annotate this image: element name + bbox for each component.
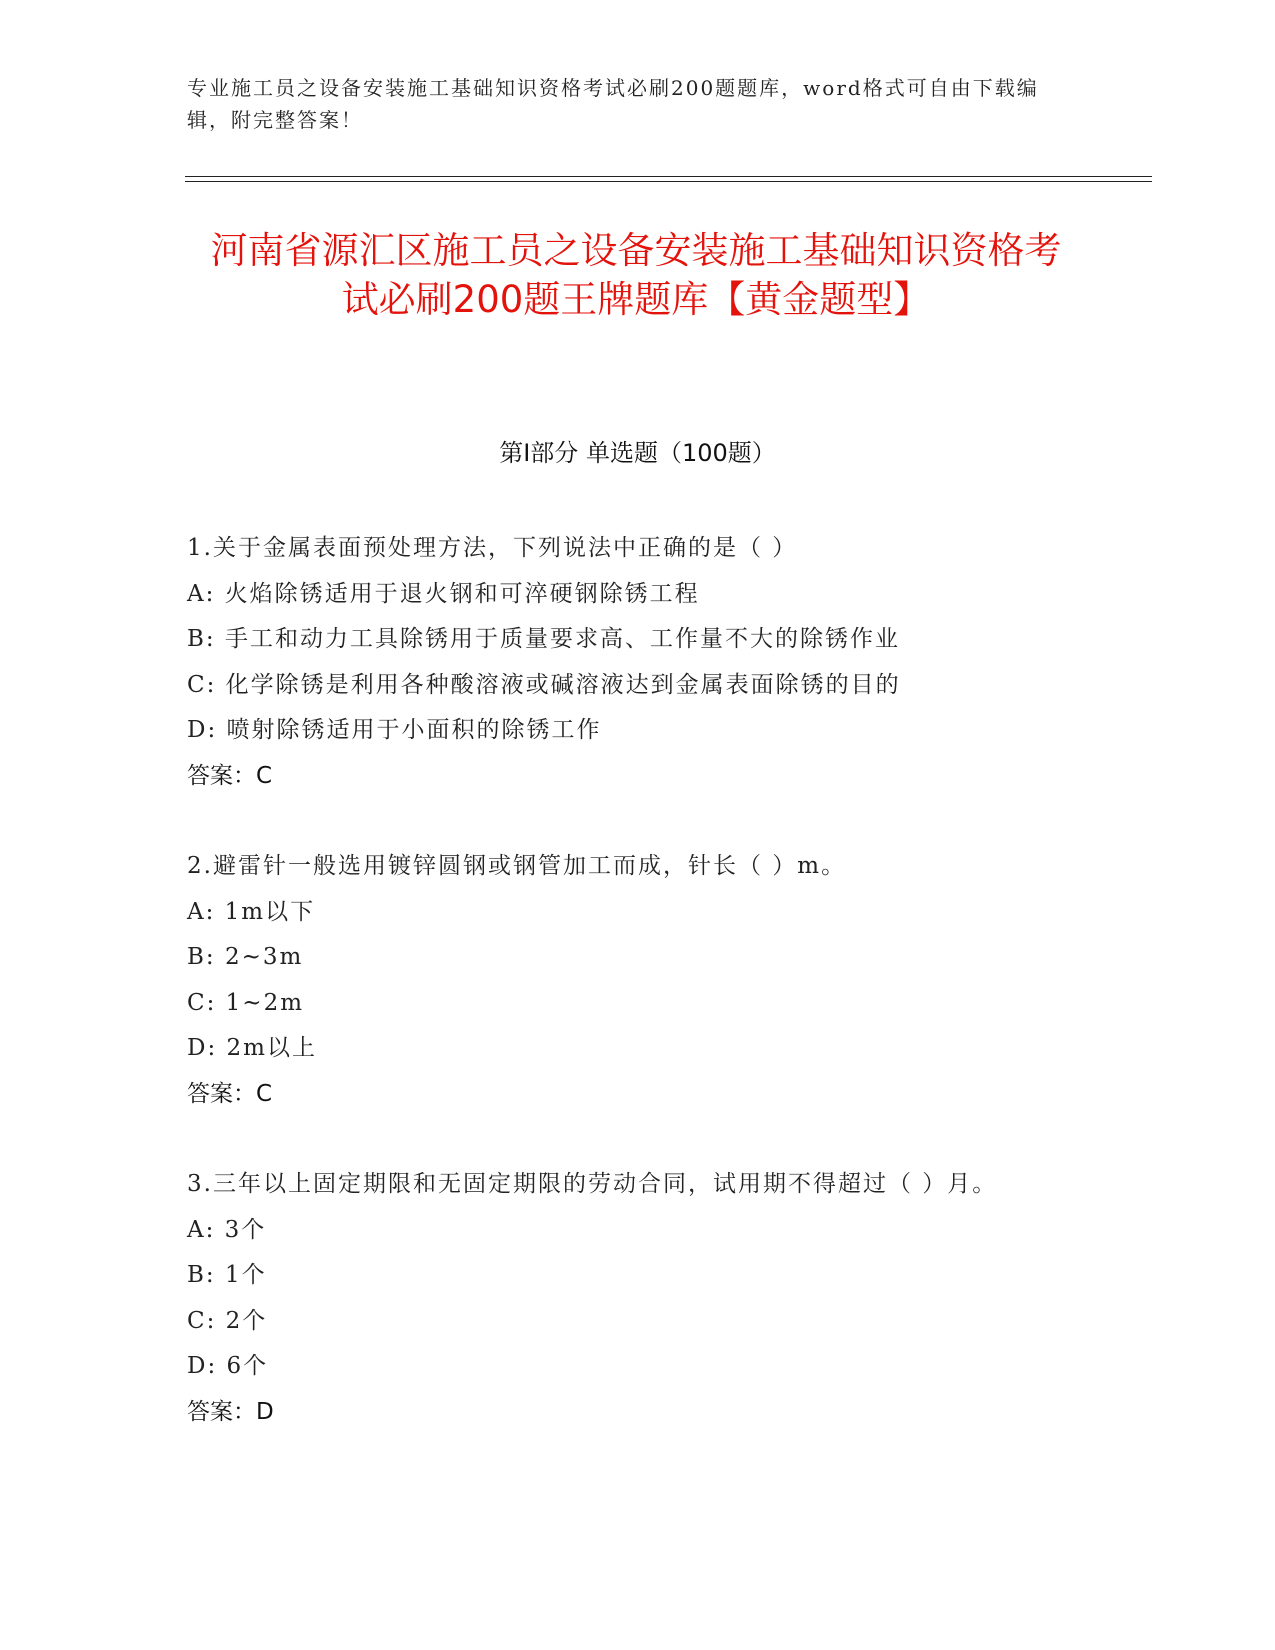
option-a: A: 3个 xyxy=(187,1216,267,1243)
question-3 xyxy=(187,1162,1067,1435)
header-divider-bottom xyxy=(185,181,1152,182)
option-c: C: 化学除锈是利用各种酸溶液或碱溶液达到金属表面除锈的目的 xyxy=(187,671,901,698)
header-divider-top xyxy=(185,176,1152,177)
option-b: B: 1个 xyxy=(187,1262,267,1288)
question-text: 3.三年以上固定期限和无固定期限的劳动合同，试用期不得超过（ ）月。 xyxy=(187,1171,998,1197)
option-a: A: 1m以下 xyxy=(187,898,316,925)
option-c: C: 1~2m xyxy=(187,989,305,1016)
option-c: C: 2个 xyxy=(187,1307,268,1334)
option-d: D: 喷射除锈适用于小面积的除锈工作 xyxy=(187,717,602,743)
question-text: 2.避雷针一般选用镀锌圆钢或钢管加工而成，针长（ ）m。 xyxy=(187,853,847,879)
answer: 答案：D xyxy=(187,1398,274,1425)
question-2 xyxy=(187,844,1067,1117)
option-d: D: 6个 xyxy=(187,1353,269,1379)
answer: 答案：C xyxy=(187,1080,273,1107)
question-1 xyxy=(187,526,1067,799)
question-text: 1.关于金属表面预处理方法，下列说法中正确的是（ ） xyxy=(187,535,798,561)
header-note: 专业施工员之设备安装施工基础知识资格考试必刷200题题库，word格式可自由下载编辑，附完整答案！ xyxy=(187,76,1039,132)
answer: 答案：C xyxy=(187,762,273,789)
option-a: A: 火焰除锈适用于退火钢和可淬硬钢除锈工程 xyxy=(187,580,700,607)
option-d: D: 2m以上 xyxy=(187,1035,317,1061)
option-b: B: 2~3m xyxy=(187,944,304,970)
document-title: 河南省源汇区施工员之设备安装施工基础知识资格考试必刷200题王牌题库【黄金题型】 xyxy=(210,229,1062,321)
option-b: B: 手工和动力工具除锈用于质量要求高、工作量不大的除锈作业 xyxy=(187,626,900,652)
section-heading: 第I部分 单选题（100题） xyxy=(499,439,776,467)
